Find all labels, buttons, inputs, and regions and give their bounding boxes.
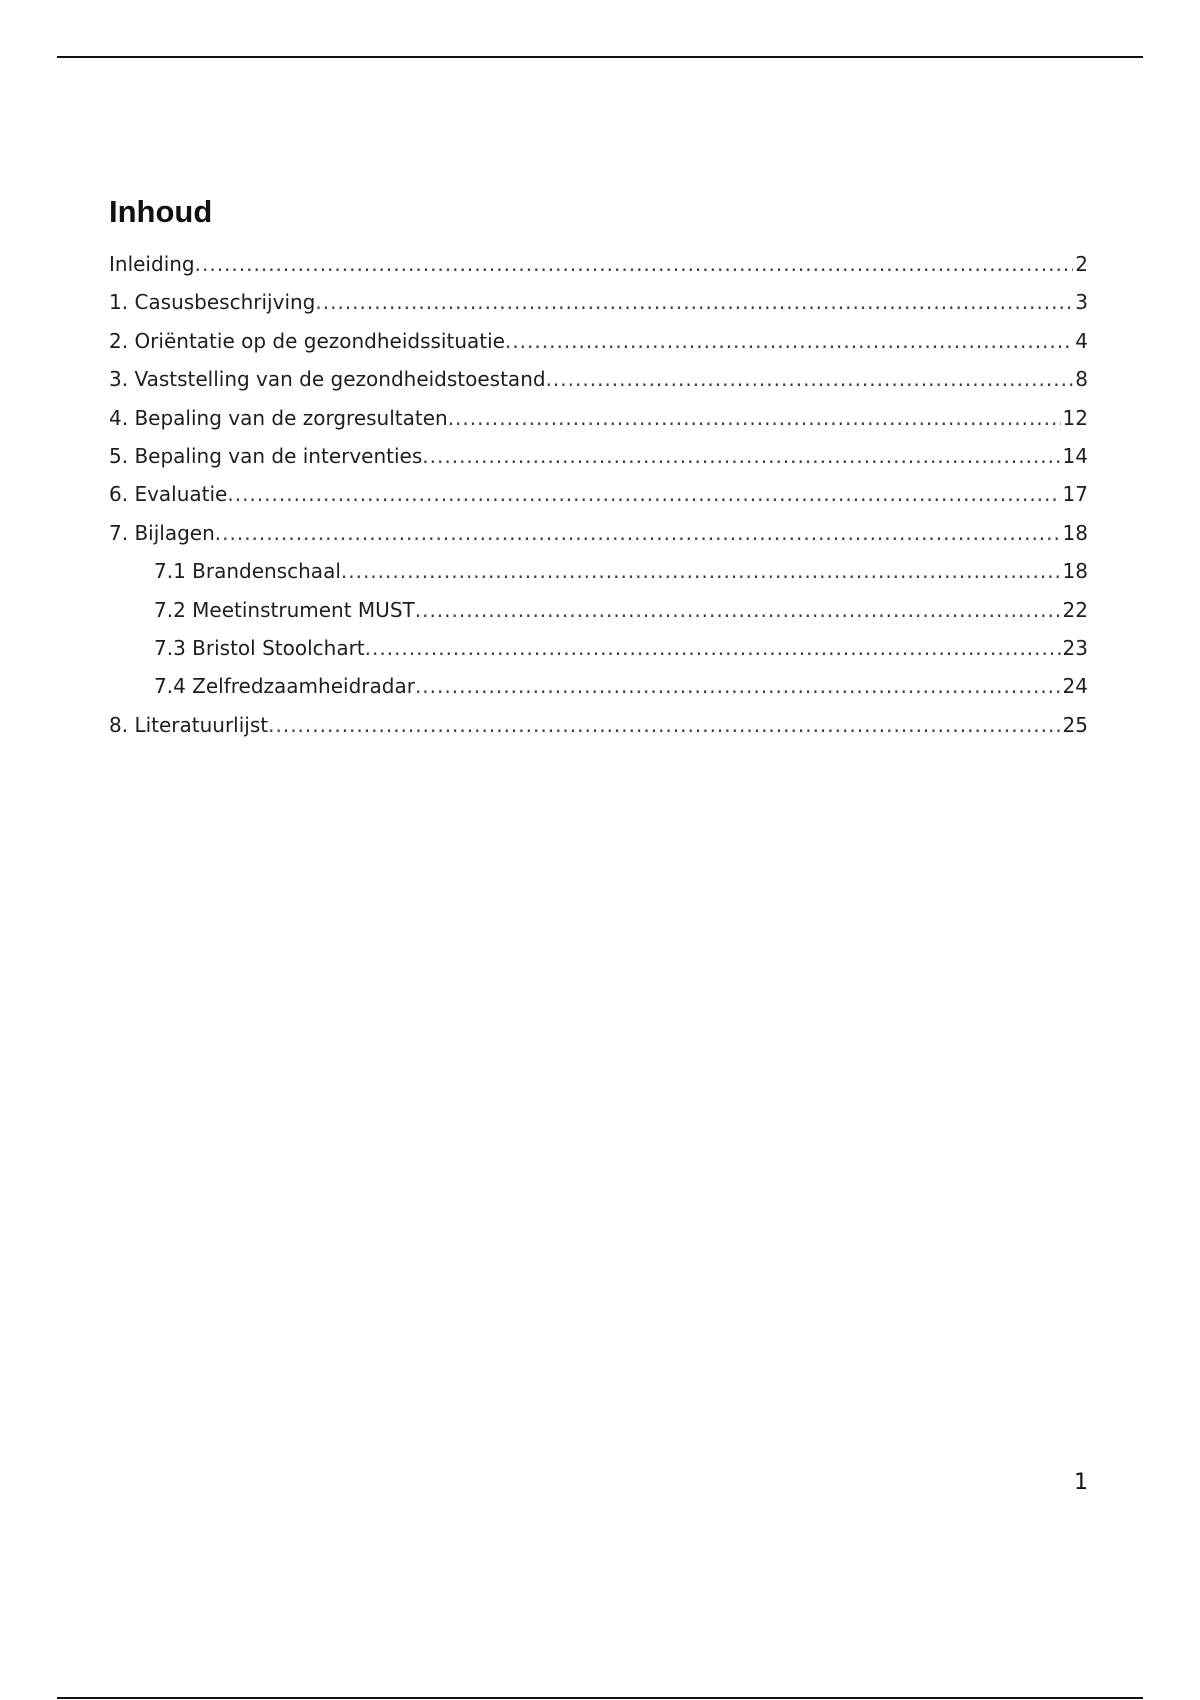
toc-entry-page: 18 (1062, 559, 1088, 584)
toc-entry-label: 4. Bepaling van de zorgresultaten (109, 405, 448, 430)
toc-dot-leader (365, 629, 1061, 667)
toc-entry-page: 8 (1075, 367, 1088, 392)
toc-entry-label: 8. Literatuurlijst (109, 712, 269, 737)
toc-entry-label: 7.1 Brandenschaal (154, 559, 341, 584)
toc-title: Inhoud (109, 194, 213, 229)
toc-dot-leader (415, 591, 1061, 629)
toc-entry-page: 3 (1075, 290, 1088, 315)
toc-dot-leader (341, 552, 1061, 590)
toc-entry-zorgresultaten[interactable] (109, 399, 1088, 437)
toc-entry-page: 23 (1062, 635, 1088, 660)
toc-entry-label: 3. Vaststelling van de gezondheidstoestand (109, 367, 546, 392)
toc-entry-label: 6. Evaluatie (109, 482, 228, 507)
toc-entry-page: 24 (1062, 674, 1088, 699)
toc-entry-page: 14 (1062, 443, 1088, 468)
toc-entry-vaststelling[interactable] (109, 360, 1088, 398)
toc-entry-label: 7. Bijlagen (109, 520, 215, 545)
toc-dot-leader (422, 437, 1060, 475)
toc-entry-evaluatie[interactable] (109, 475, 1088, 513)
toc-dot-leader (268, 706, 1060, 744)
toc-dot-leader (215, 514, 1061, 552)
toc-entry-page: 22 (1062, 597, 1088, 622)
toc-entry-must[interactable] (109, 591, 1088, 629)
header-rule (57, 56, 1143, 58)
toc-entry-label: 2. Oriëntatie op de gezondheidssituatie (109, 328, 505, 353)
toc-entry-literatuurlijst[interactable] (109, 706, 1088, 744)
toc-entry-label: 5. Bepaling van de interventies (109, 443, 423, 468)
toc-entry-page: 2 (1075, 252, 1088, 276)
toc-entry-bijlagen[interactable] (109, 514, 1088, 552)
toc-entry-label: 1. Casusbeschrijving (109, 290, 316, 315)
toc-entry-casusbeschrijving[interactable] (109, 283, 1088, 321)
page-number: 1 (1074, 1470, 1088, 1495)
toc-entry-label: 7.2 Meetinstrument MUST (154, 597, 415, 622)
toc-dot-leader (448, 399, 1061, 437)
toc-entry-label: 7.3 Bristol Stoolchart (154, 635, 365, 660)
toc-entry-page: 12 (1062, 405, 1088, 430)
toc-entry-page: 18 (1062, 520, 1088, 545)
toc-entry-label: 7.4 Zelfredzaamheidradar (154, 674, 415, 699)
toc-entry-page: 25 (1062, 712, 1088, 737)
toc-dot-leader (315, 283, 1073, 321)
toc-dot-leader (227, 475, 1060, 513)
toc-entry-inleiding[interactable] (109, 245, 1088, 283)
toc-entry-page: 17 (1062, 482, 1088, 507)
toc-entry-zelfredzaamheidradar[interactable] (109, 667, 1088, 705)
toc-entry-brandenschaal[interactable] (109, 552, 1088, 590)
toc-entry-page: 4 (1075, 328, 1088, 353)
toc-entry-orientatie[interactable] (109, 322, 1088, 360)
toc-dot-leader (415, 667, 1061, 705)
table-of-contents (109, 192, 1088, 744)
toc-dot-leader (505, 322, 1073, 360)
toc-entry-interventies[interactable] (109, 437, 1088, 475)
toc-entry-label: Inleiding (109, 252, 195, 276)
toc-dot-leader (195, 245, 1074, 283)
footer-rule (57, 1697, 1143, 1699)
toc-dot-leader (546, 360, 1074, 398)
toc-entry-bristol[interactable] (109, 629, 1088, 667)
